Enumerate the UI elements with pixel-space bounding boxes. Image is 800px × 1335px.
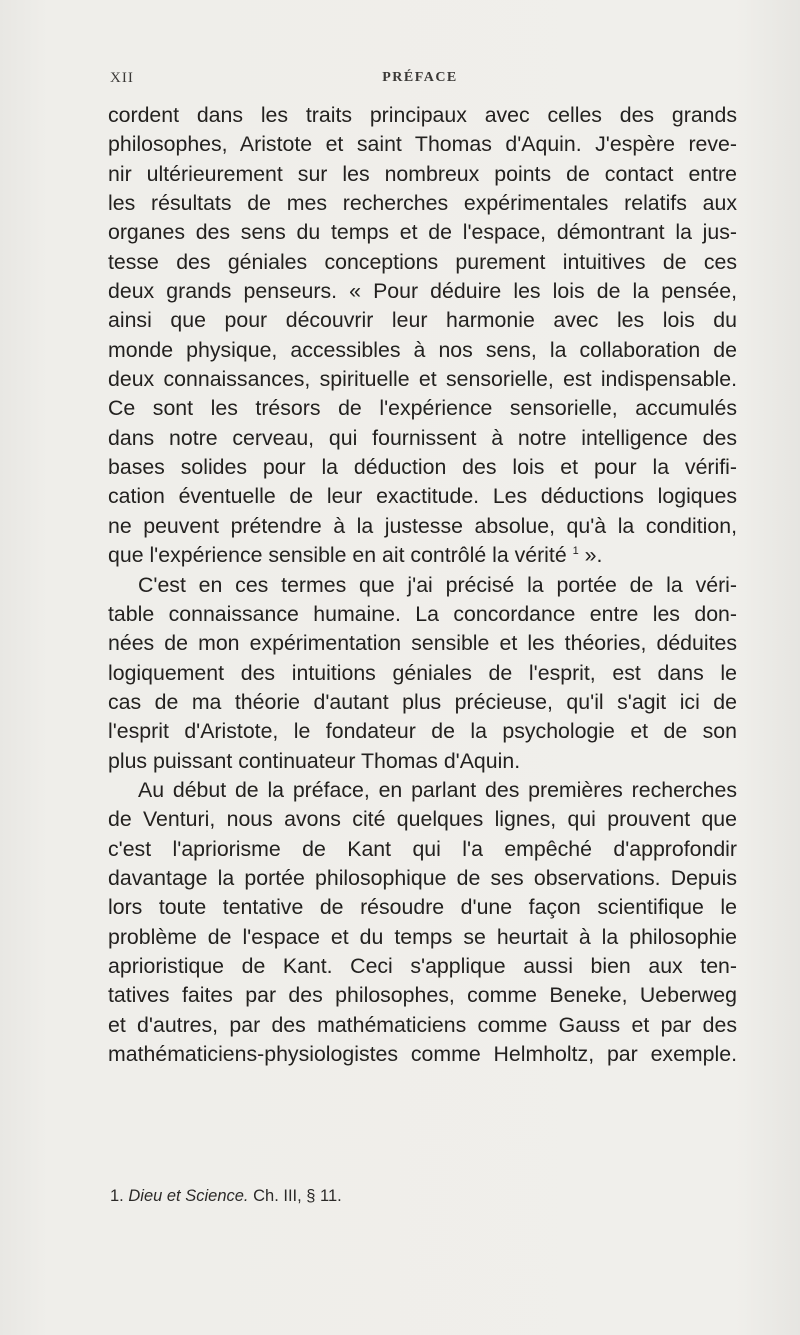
- text-line: deux grands penseurs. « Pour déduire les lois de la pensée,: [108, 279, 737, 304]
- footnote-reference: 1: [572, 545, 579, 558]
- text-line-with-footnote-ref: [108, 541, 737, 570]
- text-line: organes des sens du temps et de l'espace, démontrant la jus-: [108, 220, 737, 245]
- text-line: l'esprit d'Aristote, le fondateur de la psychologie et de son: [108, 719, 737, 744]
- text-line: davantage la portée philosophique de ses observations. Depuis: [108, 865, 737, 890]
- text-line: logiquement des intuitions géniales de l'esprit, est dans le: [108, 660, 737, 685]
- body-text: [108, 101, 737, 1069]
- footnote-number: 1.: [110, 1187, 124, 1205]
- text-line: mathématiciens-physiologistes comme Helmholtz, par exemple.: [108, 1042, 737, 1066]
- text-line: monde physique, accessibles à nos sens, la collaboration de: [108, 337, 737, 362]
- text-line: tatives faites par des philosophes, comme Beneke, Ueberweg: [108, 983, 737, 1008]
- text-line: cation éventuelle de leur exactitude. Les déductions logiques: [108, 484, 737, 509]
- running-head: PRÉFACE: [382, 70, 458, 85]
- text-line: nir ultérieurement sur les nombreux points de contact entre: [108, 161, 737, 186]
- footnote-reference-text: Ch. III, § 11.: [248, 1187, 342, 1205]
- text-line: tesse des géniales conceptions purement intuitives de ces: [108, 249, 737, 274]
- text-line: les résultats de mes recherches expérimentales relatifs aux: [108, 191, 737, 216]
- text-line: aprioristique de Kant. Ceci s'applique aussi bien aux ten-: [108, 953, 737, 978]
- text-line: dans notre cerveau, qui fournissent à notre intelligence des: [108, 425, 737, 450]
- footnote-title: Dieu et Science.: [128, 1187, 249, 1205]
- text-line: deux connaissances, spirituelle et sensorielle, est indispensable.: [108, 367, 737, 392]
- paragraph-start-line: C'est en ces termes que j'ai précisé la portée de la véri-: [138, 572, 737, 597]
- text-line: problème de l'espace et du temps se heurtait à la philosophie: [108, 924, 737, 949]
- text-line-content: que l'expérience sensible en ait contrôlé la vérité: [108, 543, 567, 568]
- text-line: plus puissant continuateur Thomas d'Aquin.: [108, 748, 521, 773]
- page-header: [110, 70, 730, 98]
- text-line: ainsi que pour découvrir leur harmonie avec les lois du: [108, 308, 737, 333]
- text-line: et d'autres, par des mathématiciens comme Gauss et par des: [108, 1012, 737, 1037]
- text-line: Ce sont les trésors de l'expérience sensorielle, accumulés: [108, 396, 737, 421]
- footnote: [110, 1187, 730, 1206]
- text-line: nées de mon expérimentation sensible et les théories, déduites: [108, 631, 737, 656]
- paragraph-start-line: Au début de la préface, en parlant des premières recherches: [138, 777, 737, 802]
- text-line: lors toute tentative de résoudre d'une façon scientifique le: [108, 895, 737, 920]
- text-line: table connaissance humaine. La concordance entre les don-: [108, 601, 737, 626]
- text-line: cas de ma théorie d'autant plus précieuse, qu'il s'agit ici de: [108, 689, 737, 714]
- text-line: de Venturi, nous avons cité quelques lignes, qui prouvent que: [108, 807, 737, 832]
- text-line: philosophes, Aristote et saint Thomas d'Aquin. J'espère reve-: [108, 132, 737, 157]
- page-number: XII: [110, 70, 134, 86]
- text-line: c'est l'apriorisme de Kant qui l'a empêché d'approfondir: [108, 836, 737, 861]
- closing-quote: ».: [578, 543, 603, 568]
- text-line: bases solides pour la déduction des lois et pour la vérifi-: [108, 455, 737, 480]
- text-line: ne peuvent prétendre à la justesse absolue, qu'à la condition,: [108, 513, 737, 538]
- text-line: cordent dans les traits principaux avec celles des grands: [108, 103, 737, 127]
